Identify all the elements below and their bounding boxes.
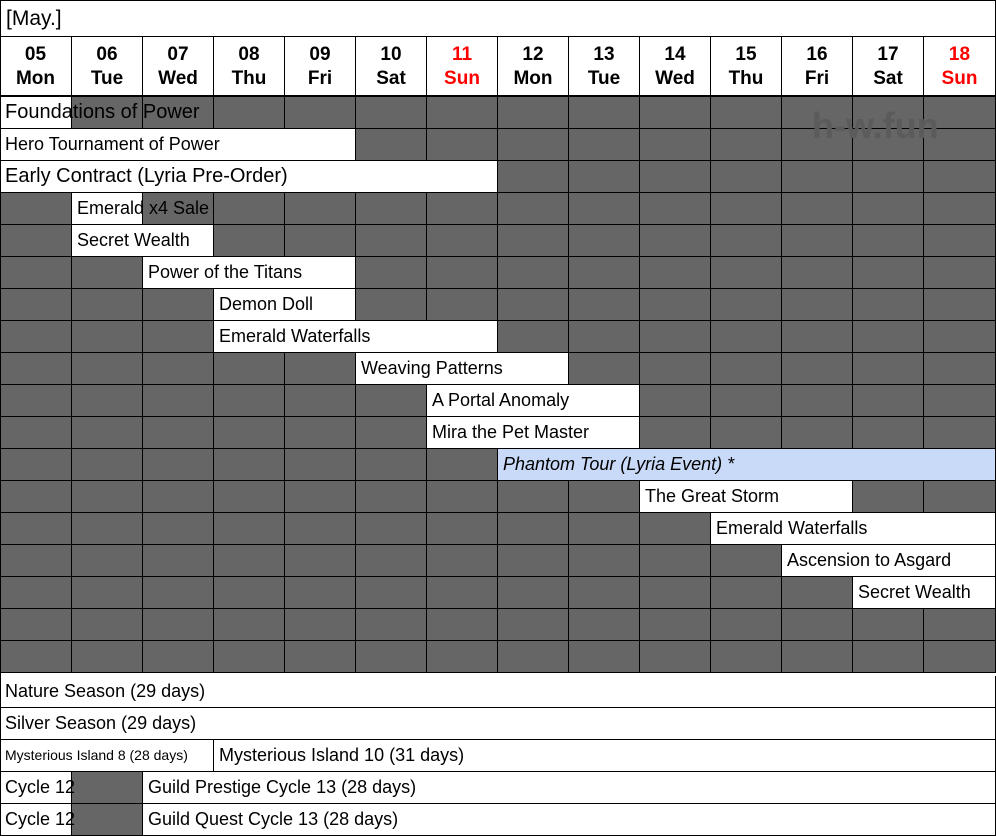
event-row-cell: [285, 449, 356, 481]
event-row-cell: [285, 641, 356, 673]
event-row-cell: [782, 193, 853, 225]
event-row-cell: [924, 161, 996, 193]
event-row-cell: [356, 449, 427, 481]
event-label: Foundations of Power: [5, 101, 200, 123]
event-row-cell: [924, 385, 996, 417]
day-number: 08: [238, 44, 260, 65]
event-row-cell: [711, 161, 782, 193]
event-row-cell: [711, 257, 782, 289]
event-row-cell: [214, 353, 285, 385]
day-number: 17: [877, 44, 899, 65]
event-row-cell: [569, 321, 640, 353]
event-row-cell: [924, 257, 996, 289]
event-row-cell: [853, 481, 924, 513]
event-row-cell: [285, 225, 356, 257]
day-header-08: [214, 37, 285, 97]
day-number: 16: [806, 44, 828, 65]
event-row-cell: [427, 449, 498, 481]
event-row-cell: [924, 321, 996, 353]
event-row-cell: [640, 225, 711, 257]
event-row-cell: [853, 417, 924, 449]
event-row-cell: [569, 257, 640, 289]
event-row-cell: [0, 289, 72, 321]
day-of-week: Tue: [90, 68, 124, 89]
event-row-cell: [569, 353, 640, 385]
event-row-cell: [356, 545, 427, 577]
event-row-cell: [72, 641, 143, 673]
season-row-cell: [72, 804, 143, 836]
event-bar[interactable]: Mysterious Island 10 (31 days): [214, 740, 996, 772]
event-row-cell: [498, 577, 569, 609]
event-row-cell: [782, 353, 853, 385]
event-row-cell: [782, 225, 853, 257]
event-bar[interactable]: Phantom Tour (Lyria Event) *: [498, 449, 996, 481]
event-row-cell: [427, 257, 498, 289]
event-row-cell: [0, 385, 72, 417]
event-row-cell: [640, 545, 711, 577]
day-of-week: Sun: [941, 68, 978, 89]
event-row-cell: [853, 289, 924, 321]
event-bar[interactable]: Power of the Titans: [143, 257, 356, 289]
event-row-cell: [498, 289, 569, 321]
day-number: 18: [948, 44, 971, 65]
event-row-cell: [143, 609, 214, 641]
event-row-cell: [285, 97, 356, 129]
event-row-cell: [214, 193, 285, 225]
event-row-cell: [143, 545, 214, 577]
event-row-cell: [569, 609, 640, 641]
event-row-cell: [427, 97, 498, 129]
event-row-cell: [498, 257, 569, 289]
event-row-cell: [498, 129, 569, 161]
event-row-cell: [72, 385, 143, 417]
season-row-cell: [72, 772, 143, 804]
event-bar[interactable]: Nature Season (29 days): [0, 676, 996, 708]
event-bar[interactable]: [0, 772, 72, 804]
event-bar[interactable]: [0, 97, 72, 129]
event-row-cell: [143, 321, 214, 353]
event-row-cell: [356, 225, 427, 257]
event-row-cell: [72, 417, 143, 449]
event-row-cell: [853, 353, 924, 385]
event-row-cell: [711, 321, 782, 353]
event-row-cell: [640, 193, 711, 225]
event-row-cell: [640, 641, 711, 673]
event-row-cell: [569, 577, 640, 609]
event-row-cell: [711, 417, 782, 449]
event-row-cell: [498, 97, 569, 129]
event-bar[interactable]: Silver Season (29 days): [0, 708, 996, 740]
event-row-cell: [214, 609, 285, 641]
event-row-cell: [711, 225, 782, 257]
event-row-cell: [711, 545, 782, 577]
day-header-11: [427, 37, 498, 97]
event-row-cell: [427, 481, 498, 513]
event-row-cell: [782, 417, 853, 449]
day-of-week: Wed: [158, 68, 198, 89]
event-row-cell: [72, 353, 143, 385]
day-of-week: Fri: [804, 68, 830, 89]
event-row-cell: [356, 577, 427, 609]
event-row-cell: [356, 257, 427, 289]
month-title: [May.]: [0, 0, 996, 37]
event-row-cell: [498, 225, 569, 257]
event-row-cell: [569, 513, 640, 545]
event-row-cell: [640, 417, 711, 449]
event-row-cell: [356, 641, 427, 673]
day-number: 14: [664, 44, 686, 65]
event-row-cell: [214, 513, 285, 545]
event-row-cell: [924, 481, 996, 513]
event-row-cell: [0, 641, 72, 673]
event-bar[interactable]: Emerald Waterfalls: [214, 321, 498, 353]
day-header-14: [640, 37, 711, 97]
event-row-cell: [0, 193, 72, 225]
event-row-cell: [853, 225, 924, 257]
event-row-cell: [0, 257, 72, 289]
event-row-cell: [72, 289, 143, 321]
event-bar[interactable]: Demon Doll: [214, 289, 356, 321]
event-row-cell: [0, 353, 72, 385]
day-number: 10: [380, 44, 402, 65]
event-row-cell: [356, 481, 427, 513]
event-row-cell: [924, 641, 996, 673]
event-row-cell: [214, 449, 285, 481]
event-row-cell: [214, 225, 285, 257]
event-row-cell: [782, 385, 853, 417]
event-row-cell: [427, 641, 498, 673]
event-row-cell: [356, 289, 427, 321]
day-of-week: Mon: [15, 68, 56, 89]
event-row-cell: [143, 417, 214, 449]
event-row-cell: [782, 641, 853, 673]
event-row-cell: [640, 257, 711, 289]
event-row-cell: [356, 417, 427, 449]
event-row-cell: [0, 577, 72, 609]
event-bar[interactable]: Secret Wealth: [853, 577, 996, 609]
event-bar[interactable]: Hero Tournament of Power: [0, 129, 356, 161]
event-row-cell: [711, 289, 782, 321]
day-of-week: Mon: [513, 68, 553, 89]
day-number: 07: [167, 44, 189, 65]
event-row-cell: [285, 513, 356, 545]
event-row-cell: [143, 97, 214, 129]
event-row-cell: [640, 609, 711, 641]
event-row-cell: [498, 481, 569, 513]
day-number: 15: [735, 44, 757, 65]
day-header-18: [924, 37, 996, 97]
watermark-text: h-w.fun: [812, 105, 939, 146]
event-row-cell: [640, 353, 711, 385]
event-row-cell: [214, 417, 285, 449]
event-row-cell: [0, 545, 72, 577]
event-row-cell: [711, 353, 782, 385]
day-header-06: [72, 37, 143, 97]
event-row-cell: [569, 225, 640, 257]
day-number: 09: [309, 44, 331, 65]
event-row-cell: [498, 161, 569, 193]
day-of-week: Fri: [307, 68, 333, 89]
event-row-cell: [569, 193, 640, 225]
event-row-cell: [782, 289, 853, 321]
event-row-cell: [711, 577, 782, 609]
event-row-cell: [285, 609, 356, 641]
event-row-cell: [143, 385, 214, 417]
day-header-05: [0, 37, 72, 97]
event-row-cell: [640, 129, 711, 161]
event-row-cell: [498, 609, 569, 641]
event-row-cell: [640, 321, 711, 353]
event-row-cell: [569, 97, 640, 129]
event-bar[interactable]: Ascension to Asgard: [782, 545, 996, 577]
event-row-cell: [143, 481, 214, 513]
event-row-cell: [427, 225, 498, 257]
event-row-cell: [0, 417, 72, 449]
event-row-cell: [356, 193, 427, 225]
event-bar[interactable]: [72, 193, 143, 225]
event-row-cell: [924, 353, 996, 385]
day-header-13: [569, 37, 640, 97]
day-header-15: [711, 37, 782, 97]
event-row-cell: [569, 289, 640, 321]
event-row-cell: [285, 417, 356, 449]
event-label: Cycle 12: [5, 777, 76, 797]
event-bar[interactable]: Mira the Pet Master: [427, 417, 640, 449]
event-row-cell: [924, 289, 996, 321]
event-row-cell: [924, 225, 996, 257]
event-row-cell: [285, 193, 356, 225]
event-row-cell: [711, 193, 782, 225]
event-row-cell: [498, 545, 569, 577]
event-row-cell: [143, 289, 214, 321]
day-number: 13: [593, 44, 615, 65]
event-row-cell: [72, 545, 143, 577]
event-bar[interactable]: [0, 804, 72, 836]
event-row-cell: [782, 577, 853, 609]
event-row-cell: [285, 385, 356, 417]
event-bar[interactable]: Guild Quest Cycle 13 (28 days): [143, 804, 996, 836]
event-label: Cycle 12: [5, 809, 76, 829]
event-row-cell: [924, 417, 996, 449]
day-header-07: [143, 37, 214, 97]
event-row-cell: [214, 97, 285, 129]
day-of-week: Sat: [376, 68, 406, 89]
event-row-cell: [427, 513, 498, 545]
event-row-cell: [0, 449, 72, 481]
event-row-cell: [72, 321, 143, 353]
event-row-cell: [782, 609, 853, 641]
event-row-cell: [427, 129, 498, 161]
event-bar[interactable]: Mysterious Island 8 (28 days): [0, 740, 214, 772]
day-header-16: [782, 37, 853, 97]
event-row-cell: [498, 321, 569, 353]
event-row-cell: [427, 289, 498, 321]
day-number: 05: [24, 44, 47, 65]
event-row-cell: [853, 257, 924, 289]
event-row-cell: [711, 641, 782, 673]
event-row-cell: [143, 513, 214, 545]
event-row-cell: [640, 161, 711, 193]
event-row-cell: [782, 321, 853, 353]
event-row-cell: [924, 609, 996, 641]
event-row-cell: [72, 481, 143, 513]
event-row-cell: [640, 513, 711, 545]
day-number: 06: [96, 44, 118, 65]
event-row-cell: [72, 449, 143, 481]
event-row-cell: [72, 97, 143, 129]
event-row-cell: [285, 481, 356, 513]
day-of-week: Wed: [655, 68, 695, 89]
event-row-cell: [0, 513, 72, 545]
event-bar[interactable]: Emerald Waterfalls: [711, 513, 996, 545]
event-label: Emerald x4 Sale: [77, 198, 210, 218]
event-row-cell: [72, 513, 143, 545]
event-row-cell: [356, 609, 427, 641]
event-row-cell: [143, 641, 214, 673]
event-row-cell: [427, 577, 498, 609]
event-row-cell: [711, 129, 782, 161]
event-row-cell: [782, 257, 853, 289]
day-header-17: [853, 37, 924, 97]
event-row-cell: [285, 577, 356, 609]
event-row-cell: [640, 289, 711, 321]
event-row-cell: [924, 193, 996, 225]
event-row-cell: [214, 481, 285, 513]
day-number: 12: [522, 44, 544, 65]
event-row-cell: [72, 577, 143, 609]
event-row-cell: [285, 545, 356, 577]
event-row-cell: [427, 193, 498, 225]
event-row-cell: [640, 97, 711, 129]
day-number: 11: [451, 44, 473, 65]
day-of-week: Tue: [587, 68, 621, 89]
event-row-cell: [853, 385, 924, 417]
event-row-cell: [72, 257, 143, 289]
event-row-cell: [356, 385, 427, 417]
event-row-cell: [143, 353, 214, 385]
event-row-cell: [640, 577, 711, 609]
event-row-cell: [72, 609, 143, 641]
day-of-week: Thu: [231, 68, 267, 89]
event-row-cell: [0, 321, 72, 353]
event-row-cell: [285, 353, 356, 385]
event-row-cell: [569, 641, 640, 673]
day-header-12: [498, 37, 569, 97]
event-row-cell: [356, 129, 427, 161]
event-row-cell: [0, 225, 72, 257]
event-row-cell: [569, 161, 640, 193]
event-bar[interactable]: Guild Prestige Cycle 13 (28 days): [143, 772, 996, 804]
event-row-cell: [214, 545, 285, 577]
event-bar[interactable]: A Portal Anomaly: [427, 385, 640, 417]
event-row-cell: [214, 577, 285, 609]
event-row-cell: [853, 161, 924, 193]
event-row-cell: [853, 641, 924, 673]
day-header-10: [356, 37, 427, 97]
event-row-cell: [427, 545, 498, 577]
event-bar[interactable]: Weaving Patterns: [356, 353, 569, 385]
event-row-cell: [143, 449, 214, 481]
event-row-cell: [498, 641, 569, 673]
event-row-cell: [214, 641, 285, 673]
event-row-cell: [853, 609, 924, 641]
event-row-cell: [782, 161, 853, 193]
day-of-week: Sat: [873, 68, 903, 89]
event-bar[interactable]: Early Contract (Lyria Pre-Order): [0, 161, 498, 193]
day-of-week: Thu: [728, 68, 764, 89]
event-row-cell: [498, 193, 569, 225]
event-row-cell: [853, 321, 924, 353]
event-row-cell: [498, 513, 569, 545]
event-bar[interactable]: The Great Storm: [640, 481, 853, 513]
day-of-week: Sun: [444, 68, 480, 89]
event-row-cell: [356, 97, 427, 129]
event-row-cell: [711, 97, 782, 129]
event-bar[interactable]: Secret Wealth: [72, 225, 214, 257]
event-row-cell: [0, 609, 72, 641]
event-row-cell: [569, 545, 640, 577]
event-row-cell: [711, 385, 782, 417]
event-row-cell: [640, 385, 711, 417]
day-header-09: [285, 37, 356, 97]
event-row-cell: [853, 193, 924, 225]
event-row-cell: [711, 609, 782, 641]
event-row-cell: [214, 385, 285, 417]
event-row-cell: [427, 609, 498, 641]
event-row-cell: [569, 129, 640, 161]
event-row-cell: [143, 577, 214, 609]
event-row-cell: [0, 481, 72, 513]
event-row-cell: [569, 481, 640, 513]
event-row-cell: [143, 193, 214, 225]
event-row-cell: [356, 513, 427, 545]
